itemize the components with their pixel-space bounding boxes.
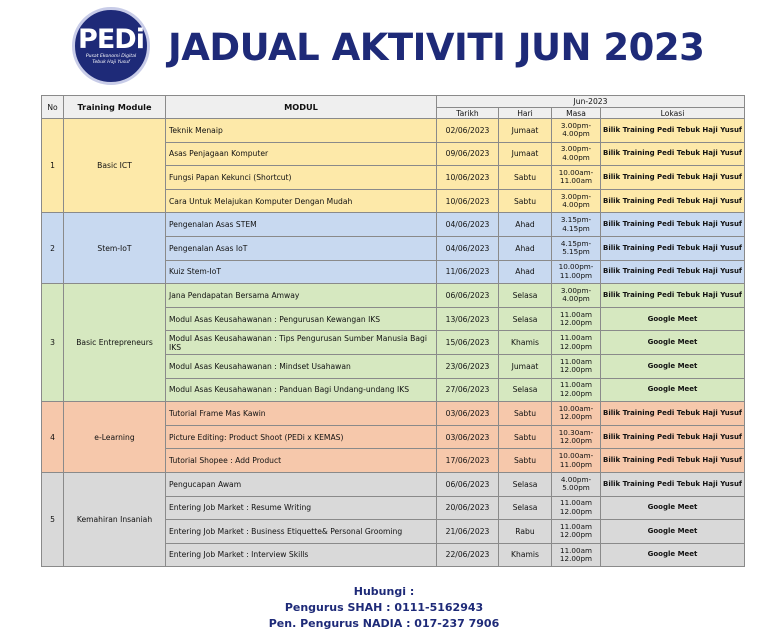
hari-cell: Sabtu [499, 449, 552, 473]
logo-mark: PEDi [78, 24, 144, 55]
modul-cell: Tutorial Frame Mas Kawin [166, 402, 437, 426]
masa-cell: 10.30am- 12.00pm [552, 425, 601, 449]
masa-cell: 4.00pm- 5.00pm [552, 472, 601, 496]
lokasi-cell: Bilik Training Pedi Tebuk Haji Yusuf [601, 402, 745, 426]
masa-cell: 11.00am 12.00pm [552, 331, 601, 355]
modul-cell: Entering Job Market : Interview Skills [166, 543, 437, 567]
modul-cell: Jana Pendapatan Bersama Amway [166, 284, 437, 308]
pedi-logo [72, 7, 150, 85]
contact-block [0, 584, 768, 632]
header-no: No [42, 96, 64, 119]
table-row [42, 402, 745, 426]
modul-cell: Modul Asas Keusahawanan : Panduan Bagi Undang-undang IKS [166, 378, 437, 402]
lokasi-cell: Bilik Training Pedi Tebuk Haji Yusuf [601, 142, 745, 166]
modul-cell: Picture Editing: Product Shoot (PEDi x KEMAS) [166, 425, 437, 449]
group-no: 4 [42, 402, 64, 473]
hari-cell: Sabtu [499, 425, 552, 449]
lokasi-cell: Google Meet [601, 496, 745, 520]
hari-cell: Jumaat [499, 119, 552, 143]
lokasi-cell: Bilik Training Pedi Tebuk Haji Yusuf [601, 284, 745, 308]
hari-cell: Ahad [499, 213, 552, 237]
table-row [42, 119, 745, 143]
group-module: Kemahiran Insaniah [64, 472, 166, 566]
tarikh-cell: 03/06/2023 [437, 402, 499, 426]
hari-cell: Jumaat [499, 142, 552, 166]
header-lokasi: Lokasi [601, 108, 745, 119]
lokasi-cell: Bilik Training Pedi Tebuk Haji Yusuf [601, 449, 745, 473]
modul-cell: Cara Untuk Melajukan Komputer Dengan Mudah [166, 189, 437, 213]
hari-cell: Sabtu [499, 166, 552, 190]
lokasi-cell: Bilik Training Pedi Tebuk Haji Yusuf [601, 236, 745, 260]
modul-cell: Entering Job Market : Business Etiquette& Personal Grooming [166, 520, 437, 544]
group-module: Basic ICT [64, 119, 166, 213]
group-kemahiran-insaniah [42, 472, 745, 566]
tarikh-cell: 27/06/2023 [437, 378, 499, 402]
hari-cell: Sabtu [499, 402, 552, 426]
page-title: JADUAL AKTIVITI JUN 2023 [168, 26, 705, 69]
tarikh-cell: 11/06/2023 [437, 260, 499, 284]
tarikh-cell: 03/06/2023 [437, 425, 499, 449]
modul-cell: Pengenalan Asas STEM [166, 213, 437, 237]
hari-cell: Selasa [499, 496, 552, 520]
masa-cell: 11.00am 12.00pm [552, 378, 601, 402]
lokasi-cell: Google Meet [601, 520, 745, 544]
header-training-module: Training Module [64, 96, 166, 119]
group-basic-ict [42, 119, 745, 213]
hari-cell: Ahad [499, 236, 552, 260]
tarikh-cell: 21/06/2023 [437, 520, 499, 544]
hari-cell: Sabtu [499, 189, 552, 213]
masa-cell: 11.00am 12.00pm [552, 354, 601, 378]
lokasi-cell: Google Meet [601, 307, 745, 331]
masa-cell: 10.00am- 11.00pm [552, 449, 601, 473]
tarikh-cell: 17/06/2023 [437, 449, 499, 473]
tarikh-cell: 04/06/2023 [437, 236, 499, 260]
table-row [42, 284, 745, 308]
modul-cell: Kuiz Stem-IoT [166, 260, 437, 284]
masa-cell: 11.00am 12.00pm [552, 307, 601, 331]
tarikh-cell: 10/06/2023 [437, 166, 499, 190]
contact-assistant-manager: Pen. Pengurus NADIA : 017-237 7906 [268, 617, 500, 630]
logo-line-1: Pusat Ekonomi Digital [85, 54, 137, 59]
masa-cell: 3.15pm- 4.15pm [552, 213, 601, 237]
header-masa: Masa [552, 108, 601, 119]
masa-cell: 3.00pm- 4.00pm [552, 119, 601, 143]
tarikh-cell: 13/06/2023 [437, 307, 499, 331]
lokasi-cell: Google Meet [601, 354, 745, 378]
lokasi-cell: Google Meet [601, 331, 745, 355]
table-row [42, 213, 745, 237]
header-tarikh: Tarikh [437, 108, 499, 119]
tarikh-cell: 06/06/2023 [437, 472, 499, 496]
modul-cell: Pengenalan Asas IoT [166, 236, 437, 260]
header-month: Jun-2023 [437, 96, 745, 108]
modul-cell: Asas Penjagaan Komputer [166, 142, 437, 166]
group-no: 2 [42, 213, 64, 284]
group-no: 3 [42, 284, 64, 402]
group-stem-iot [42, 213, 745, 284]
modul-cell: Tutorial Shopee : Add Product [166, 449, 437, 473]
hari-cell: Rabu [499, 520, 552, 544]
header-modul: MODUL [166, 96, 437, 119]
logo-line-2: Tebuk Haji Yusuf [92, 60, 130, 65]
masa-cell: 3.00pm- 4.00pm [552, 284, 601, 308]
hari-cell: Khamis [499, 331, 552, 355]
group-e-learning [42, 402, 745, 473]
hari-cell: Ahad [499, 260, 552, 284]
masa-cell: 3.00pm- 4.00pm [552, 189, 601, 213]
masa-cell: 11.00am 12.00pm [552, 496, 601, 520]
masa-cell: 10.00am- 12.00pm [552, 402, 601, 426]
group-module: Basic Entrepreneurs [64, 284, 166, 402]
hari-cell: Selasa [499, 284, 552, 308]
masa-cell: 10.00pm- 11.00pm [552, 260, 601, 284]
lokasi-cell: Bilik Training Pedi Tebuk Haji Yusuf [601, 213, 745, 237]
tarikh-cell: 10/06/2023 [437, 189, 499, 213]
tarikh-cell: 23/06/2023 [437, 354, 499, 378]
lokasi-cell: Bilik Training Pedi Tebuk Haji Yusuf [601, 472, 745, 496]
header-hari: Hari [499, 108, 552, 119]
modul-cell: Pengucapan Awam [166, 472, 437, 496]
masa-cell: 11.00am 12.00pm [552, 543, 601, 567]
lokasi-cell: Bilik Training Pedi Tebuk Haji Yusuf [601, 119, 745, 143]
lokasi-cell: Bilik Training Pedi Tebuk Haji Yusuf [601, 166, 745, 190]
masa-cell: 3.00pm- 4.00pm [552, 142, 601, 166]
lokasi-cell: Bilik Training Pedi Tebuk Haji Yusuf [601, 425, 745, 449]
tarikh-cell: 20/06/2023 [437, 496, 499, 520]
group-basic-entrepreneurs [42, 284, 745, 402]
contact-manager: Pengurus SHAH : 0111-5162943 [284, 601, 484, 614]
lokasi-cell: Bilik Training Pedi Tebuk Haji Yusuf [601, 189, 745, 213]
lokasi-cell: Bilik Training Pedi Tebuk Haji Yusuf [601, 260, 745, 284]
schedule-table [41, 95, 745, 567]
lokasi-cell: Google Meet [601, 543, 745, 567]
masa-cell: 4.15pm- 5.15pm [552, 236, 601, 260]
group-no: 5 [42, 472, 64, 566]
tarikh-cell: 15/06/2023 [437, 331, 499, 355]
table-row [42, 472, 745, 496]
hari-cell: Selasa [499, 472, 552, 496]
modul-cell: Modul Asas Keusahawanan : Pengurusan Kewangan IKS [166, 307, 437, 331]
tarikh-cell: 02/06/2023 [437, 119, 499, 143]
hari-cell: Jumaat [499, 354, 552, 378]
tarikh-cell: 22/06/2023 [437, 543, 499, 567]
masa-cell: 10.00am- 11.00am [552, 166, 601, 190]
lokasi-cell: Google Meet [601, 378, 745, 402]
tarikh-cell: 06/06/2023 [437, 284, 499, 308]
hari-cell: Selasa [499, 307, 552, 331]
tarikh-cell: 09/06/2023 [437, 142, 499, 166]
group-module: e-Learning [64, 402, 166, 473]
modul-cell: Fungsi Papan Kekunci (Shortcut) [166, 166, 437, 190]
masa-cell: 11.00am 12.00pm [552, 520, 601, 544]
tarikh-cell: 04/06/2023 [437, 213, 499, 237]
group-no: 1 [42, 119, 64, 213]
modul-cell: Modul Asas Keusahawanan : Tips Pengurusan Sumber Manusia Bagi IKS [166, 331, 437, 355]
modul-cell: Teknik Menaip [166, 119, 437, 143]
contact-label: Hubungi : [353, 585, 415, 598]
group-module: Stem-IoT [64, 213, 166, 284]
hari-cell: Khamis [499, 543, 552, 567]
modul-cell: Entering Job Market : Resume Writing [166, 496, 437, 520]
modul-cell: Modul Asas Keusahawanan : Mindset Usahawan [166, 354, 437, 378]
hari-cell: Selasa [499, 378, 552, 402]
